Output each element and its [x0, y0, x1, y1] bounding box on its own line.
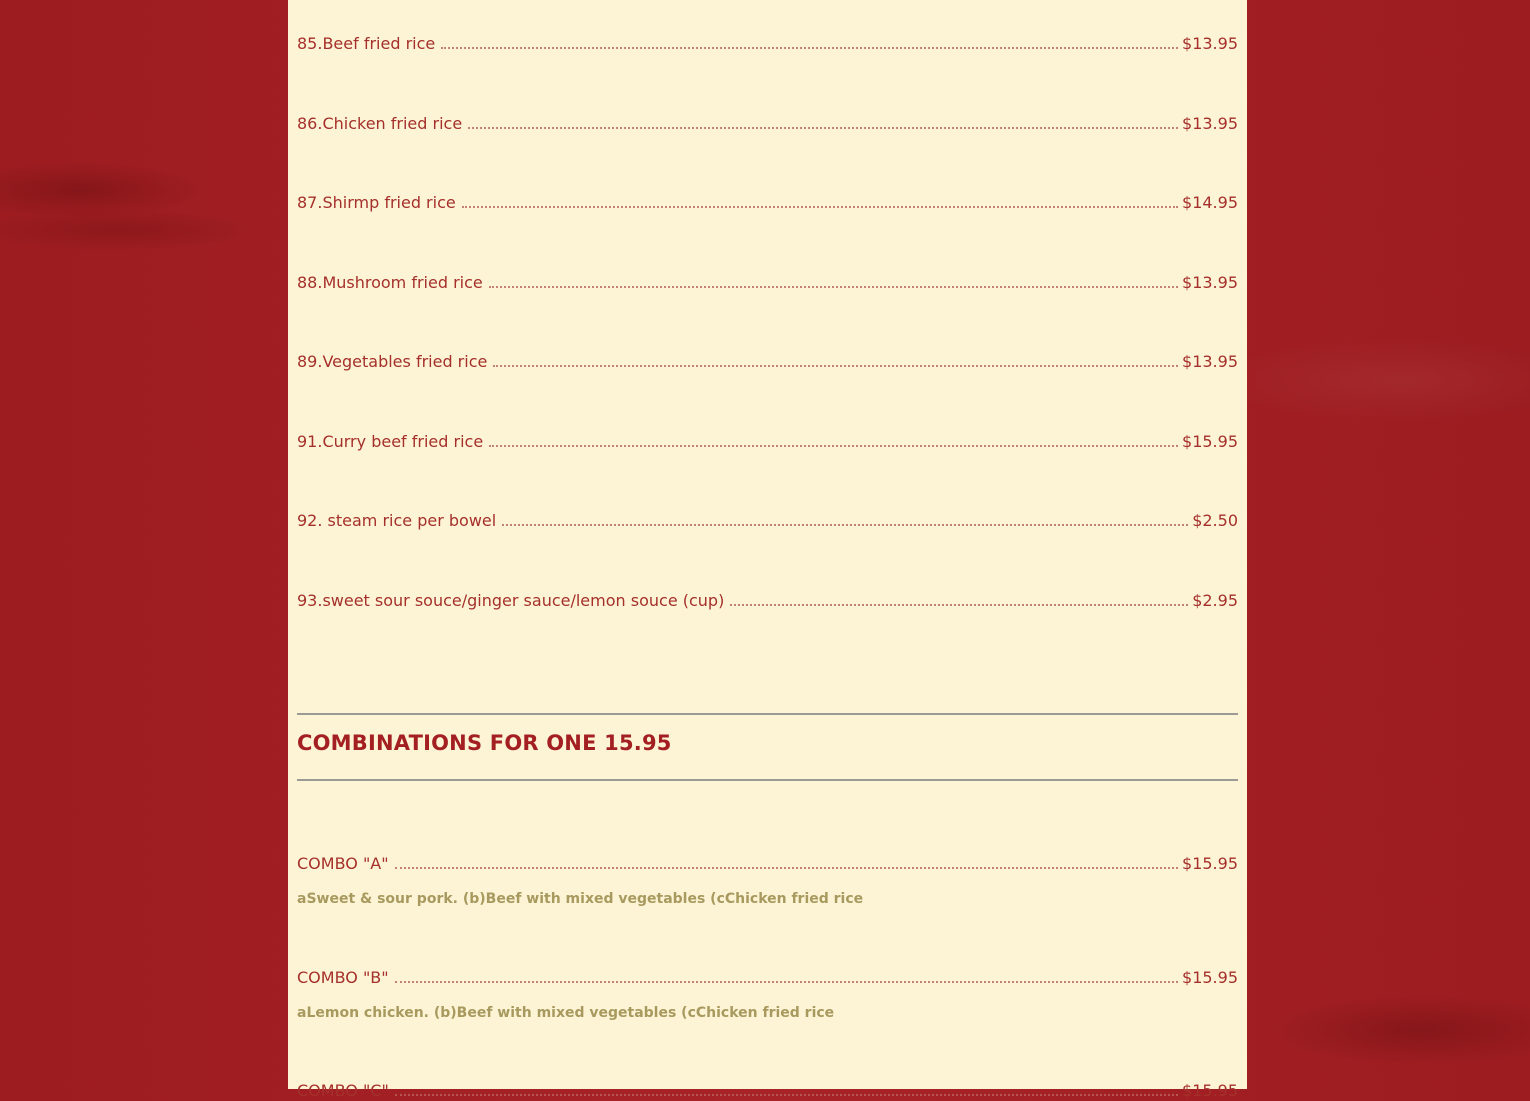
- dot-leader: [489, 272, 1178, 288]
- item-price: $15.95: [1182, 432, 1238, 451]
- menu-item-beef-fried-rice: [297, 33, 1238, 54]
- section-divider-top: [297, 713, 1238, 715]
- dot-leader: [730, 590, 1188, 606]
- item-price: $14.95: [1182, 193, 1238, 212]
- item-name: 85.Beef fried rice: [297, 34, 436, 53]
- item-price: $15.95: [1182, 968, 1238, 987]
- item-name: 87.Shirmp fried rice: [297, 193, 456, 212]
- dot-leader: [395, 853, 1178, 869]
- menu-item-steam-rice: [297, 510, 1238, 531]
- menu-item-combo-a: [297, 853, 1238, 874]
- section-title-combinations: COMBINATIONS FOR ONE 15.95: [297, 731, 672, 755]
- item-name: 86.Chicken fried rice: [297, 114, 463, 133]
- item-name: 89.Vegetables fried rice: [297, 352, 488, 371]
- dot-leader: [493, 351, 1178, 367]
- menu-item-combo-b: [297, 967, 1238, 988]
- item-price: $15.95: [1182, 1081, 1238, 1100]
- item-name: 92. steam rice per bowel: [297, 511, 497, 530]
- item-price: $2.95: [1192, 591, 1238, 610]
- item-price: $15.95: [1182, 854, 1238, 873]
- menu-item-chicken-fried-rice: [297, 113, 1238, 134]
- menu-item-shrimp-fried-rice: [297, 192, 1238, 213]
- item-price: $13.95: [1182, 352, 1238, 371]
- dot-leader: [468, 113, 1178, 129]
- menu-item-mushroom-fried-rice: [297, 272, 1238, 293]
- item-price: $13.95: [1182, 114, 1238, 133]
- section-divider-bottom: [297, 779, 1238, 781]
- combo-a-description: aSweet & sour pork. (b)Beef with mixed vegetables (cChicken fried rice: [297, 891, 864, 907]
- dot-leader: [462, 192, 1178, 208]
- dot-leader: [489, 431, 1178, 447]
- menu-item-combo-c: [297, 1080, 1238, 1101]
- dot-leader: [441, 33, 1178, 49]
- item-name: 88.Mushroom fried rice: [297, 273, 483, 292]
- menu-item-vegetables-fried-rice: [297, 351, 1238, 372]
- dot-leader: [395, 967, 1178, 983]
- combo-b-description: aLemon chicken. (b)Beef with mixed vegetables (cChicken fried rice: [297, 1005, 835, 1021]
- menu-item-sauce-cup: [297, 590, 1238, 611]
- item-price: $13.95: [1182, 273, 1238, 292]
- item-name: 93.sweet sour souce/ginger sauce/lemon souce (cup): [297, 591, 725, 610]
- item-name: 91.Curry beef fried rice: [297, 432, 484, 451]
- menu-page: [288, 0, 1247, 1100]
- item-price: $2.50: [1192, 511, 1238, 530]
- item-price: $13.95: [1182, 34, 1238, 53]
- dot-leader: [395, 1080, 1178, 1096]
- menu-item-curry-beef-fried-rice: [297, 431, 1238, 452]
- item-name: COMBO "A": [297, 854, 389, 873]
- item-name: COMBO "C": [297, 1081, 389, 1100]
- item-name: COMBO "B": [297, 968, 389, 987]
- dot-leader: [502, 510, 1188, 526]
